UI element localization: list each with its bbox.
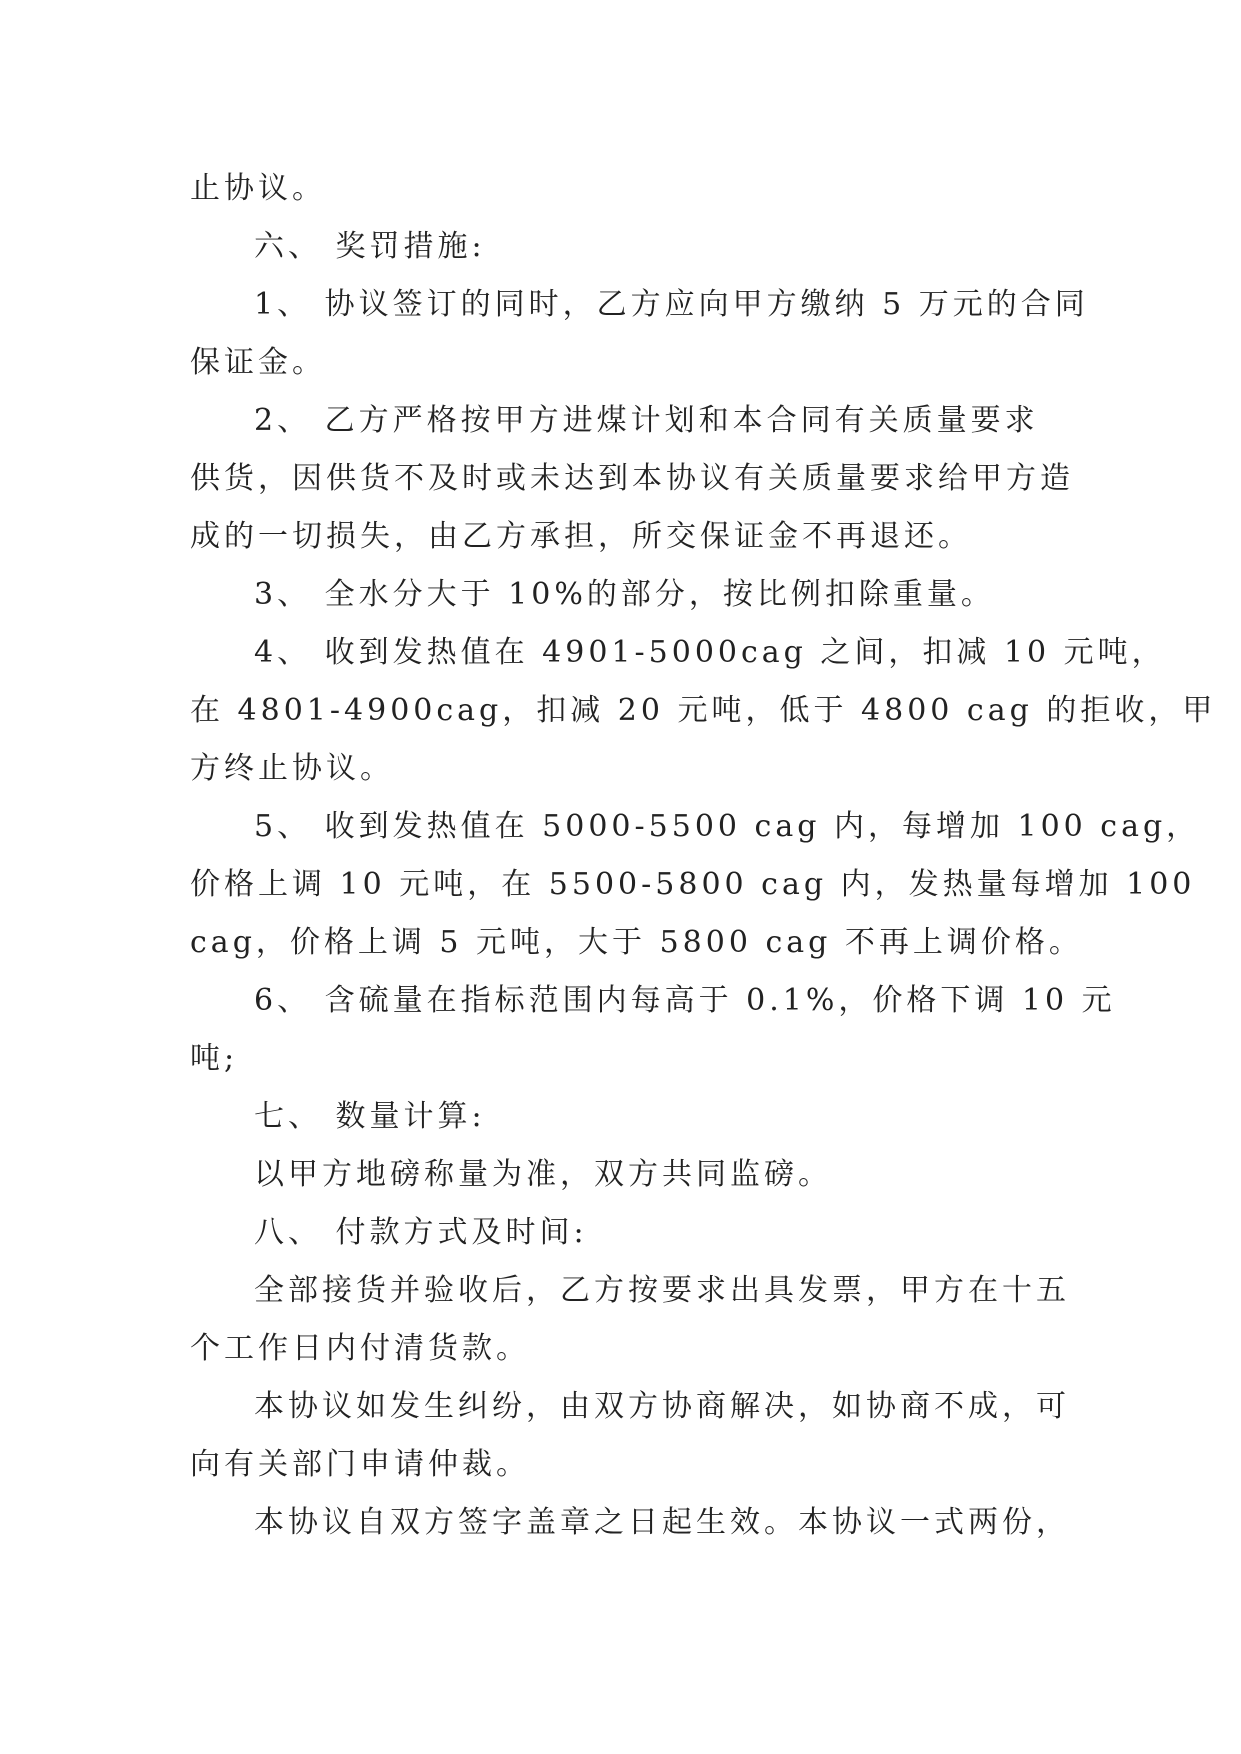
- text-line: 5、 收到发热值在 5000-5500 cag 内，每增加 100 cag，: [254, 809, 1201, 844]
- document-body: [190, 160, 1217, 1552]
- text-line: 保证金。: [190, 345, 326, 380]
- text-line: 六、 奖罚措施:: [254, 229, 486, 264]
- text-line: 6、 含硫量在指标范围内每高于 0.1%，价格下调 10 元: [254, 983, 1116, 1018]
- text-line: 在 4801-4900cag，扣减 20 元吨，低于 4800 cag 的拒收，甲: [190, 693, 1217, 728]
- text-line: 向有关部门申请仲裁。: [190, 1447, 530, 1482]
- text-line: 本协议如发生纠纷，由双方协商解决，如协商不成，可: [254, 1389, 1070, 1424]
- text-line: 本协议自双方签字盖章之日起生效。本协议一式两份，: [254, 1505, 1070, 1540]
- text-line: 吨;: [190, 1041, 239, 1076]
- text-line: 个工作日内付清货款。: [190, 1331, 530, 1366]
- text-line: 3、 全水分大于 10%的部分，按比例扣除重量。: [254, 577, 995, 612]
- text-line: 价格上调 10 元吨，在 5500-5800 cag 内，发热量每增加 100: [190, 867, 1196, 902]
- text-line: 1、 协议签订的同时，乙方应向甲方缴纳 5 万元的合同: [254, 287, 1089, 322]
- text-line: 4、 收到发热值在 4901-5000cag 之间，扣减 10 元吨，: [254, 635, 1166, 670]
- text-line: 止协议。: [190, 171, 326, 206]
- text-line: 供货，因供货不及时或未达到本协议有关质量要求给甲方造: [190, 461, 1074, 496]
- text-line: 2、 乙方严格按甲方进煤计划和本合同有关质量要求: [254, 403, 1039, 438]
- text-line: 以甲方地磅称量为准，双方共同监磅。: [254, 1157, 832, 1192]
- text-line: 方终止协议。: [190, 751, 394, 786]
- text-line: cag，价格上调 5 元吨，大于 5800 cag 不再上调价格。: [190, 925, 1083, 960]
- text-line: 八、 付款方式及时间:: [254, 1215, 588, 1250]
- text-line: 成的一切损失，由乙方承担，所交保证金不再退还。: [190, 519, 972, 554]
- text-line: 全部接货并验收后，乙方按要求出具发票，甲方在十五: [254, 1273, 1070, 1308]
- text-line: 七、 数量计算:: [254, 1099, 486, 1134]
